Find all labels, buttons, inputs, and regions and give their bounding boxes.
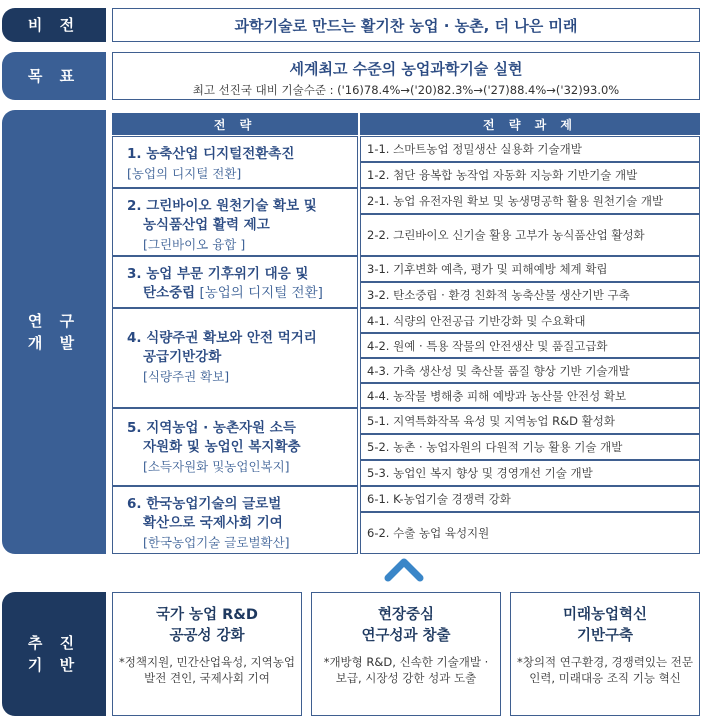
foundation-title: 국가 농업 R&D [156,607,258,623]
foundation-label [2,592,106,716]
strategy-5 [112,408,358,486]
foundation-title: 미래농업혁신 [562,607,648,623]
task-6-1: 6-1. K-농업기술 경쟁력 강화 [360,486,700,512]
vision-text: 과학기술로 만드는 활기찬 농업 · 농촌, 더 나은 미래 [234,16,578,35]
strategy-title-line2: 자원화 및 농업인 복지확충 [143,439,301,455]
strategy-title: 3. 농업 부문 기후위기 대응 및 [127,266,309,282]
goal-box [112,52,700,100]
strategy-3 [112,256,358,308]
foundation-item-1 [112,592,302,716]
task-3-2: 3-2. 탄소중립 · 환경 친화적 농축산물 생산기반 구축 [360,282,700,308]
chevron-up-icon [384,556,424,582]
strategy-title-line2: 공급기반강화 [143,349,222,365]
foundation-title-line2: 공공성 강화 [169,628,245,644]
strategy-title: 5. 지역농업 · 농촌자원 소득 [127,420,296,436]
foundation-title-line2: 연구성과 창출 [361,628,451,644]
vision-label: 비 전 [2,8,106,42]
task-2-2: 2-2. 그린바이오 신기술 활용 고부가 농식품산업 활성화 [360,214,700,256]
rnd-label [2,110,106,554]
task-4-2: 4-2. 원예 · 특용 작물의 안전생산 및 품질고급화 [360,333,700,358]
header-tasks: 전 략 과 제 [360,113,700,135]
strategy-sub: [소득자원화 및농업인복지] [143,459,290,474]
rnd-label-line1: 연 구 [27,312,81,330]
strategy-sub: [농업의 디지털 전환] [195,285,323,301]
strategy-1 [112,136,358,188]
strategy-title: 4. 식량주권 확보와 안전 먹거리 [127,330,317,346]
task-5-3: 5-3. 농업인 복지 향상 및 경영개선 기술 개발 [360,460,700,486]
task-1-1: 1-1. 스마트농업 정밀생산 실용화 기술개발 [360,136,700,162]
foundation-item-2 [311,592,501,716]
task-1-2: 1-2. 첨단 융복합 농작업 자동화 지능화 기반기술 개발 [360,162,700,188]
foundation-label-line1: 추 진 [27,634,81,652]
strategy-2 [112,188,358,256]
strategy-sub: [식량주권 확보] [143,369,230,384]
rnd-label-line2: 개 발 [27,334,81,352]
task-3-1: 3-1. 기후변화 예측, 평가 및 피해예방 체계 확립 [360,256,700,282]
strategy-title-line2-main: 탄소중립 [143,285,196,301]
foundation-title-line2: 기반구축 [576,628,634,644]
foundation-item-3 [510,592,700,716]
strategy-title-line2: 농식품산업 활력 제고 [143,217,270,233]
task-4-3: 4-3. 가축 생산성 및 축산물 품질 향상 기반 기술개발 [360,358,700,383]
goal-subtitle: 최고 선진국 대비 기술수준 : ('16)78.4%→('20)82.3%→('27)88.4%→('32)93.0% [192,83,620,97]
foundation-label-line2: 기 반 [27,656,81,674]
task-5-1: 5-1. 지역특화작목 육성 및 지역농업 R&D 활성화 [360,408,700,434]
goal-title: 세계최고 수준의 농업과학기술 실현 [289,60,523,78]
foundation-desc: *정책지원, 민간산업육성, 지역농업발전 견인, 국제사회 기여 [119,655,295,685]
task-5-2: 5-2. 농촌 · 농업자원의 다원적 기능 활용 기술 개발 [360,434,700,460]
strategy-title-line2 [127,284,353,303]
strategy-sub: [농업의 디지털 전환] [127,166,242,181]
vision-box [112,8,700,42]
strategy-sub: [한국농업기술 글로벌확산] [143,535,290,550]
task-6-2: 6-2. 수출 농업 육성지원 [360,512,700,554]
task-4-4: 4-4. 농작물 병해충 피해 예방과 농산물 안전성 확보 [360,383,700,408]
foundation-desc: *개방형 R&D, 신속한 기술개발 · 보급, 시장성 강한 성과 도출 [323,655,489,685]
foundation-title: 현장중심 [377,607,435,623]
task-4-1: 4-1. 식량의 안전공급 기반강화 및 수요확대 [360,308,700,333]
goal-label: 목 표 [2,52,106,100]
strategy-title: 2. 그린바이오 원천기술 확보 및 [127,198,317,214]
strategy-sub: [그린바이오 융합 ] [143,237,246,252]
strategy-title: 1. 농축산업 디지털전환촉진 [127,146,295,162]
foundation-desc: *창의적 연구환경, 경쟁력있는 전문인력, 미래대응 조직 기능 혁신 [517,655,693,685]
header-strategy: 전 략 [112,113,358,135]
strategy-title: 6. 한국농업기술의 글로벌 [127,496,282,512]
strategy-title-line2: 확산으로 국제사회 기여 [143,515,283,531]
strategy-6 [112,486,358,554]
strategy-4 [112,308,358,408]
task-2-1: 2-1. 농업 유전자원 확보 및 농생명공학 활용 원천기술 개발 [360,188,700,214]
